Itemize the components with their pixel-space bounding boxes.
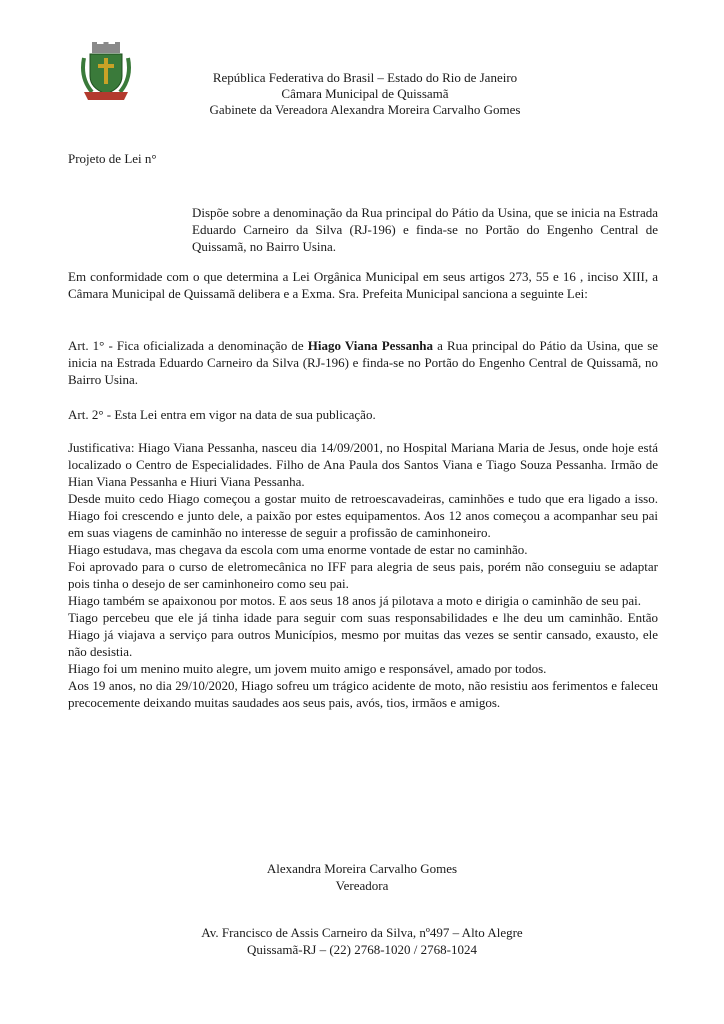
bill-number-label: Projeto de Lei n° (68, 151, 157, 166)
header-line-chamber: Câmara Municipal de Quissamã (281, 86, 449, 101)
article-2-text: Esta Lei entra em vigor na data de sua publicação. (114, 407, 376, 422)
preamble (68, 268, 658, 302)
article-1-text-after: a Rua principal do Pátio da Usina, que se inicia na Estrada Eduardo Carneiro da Silva (RJ-196) e finda-se no Portão do Engenho Central de Quissamã, no Bairro Usina. (68, 338, 659, 387)
article-2 (68, 406, 658, 423)
justification-paragraph: Hiago estudava, mas chegava da escola com uma enorme vontade de estar no caminhão. (68, 542, 528, 557)
justification-paragraph: Hiago também se apaixonou por motos. E aos seus 18 anos já pilotava a moto e dirigia o caminhão de seu pai. (68, 593, 641, 608)
preamble-text: Em conformidade com o que determina a Lei Orgânica Municipal em seus artigos 273, 55 e 16 , inciso XIII, a Câmara Municipal de Quissamã delibera e a Exma. Sra. Prefeita Municipal sanciona a seguinte Lei: (68, 269, 658, 301)
justification-paragraph: Tiago percebeu que ele já tinha idade para seguir com suas responsabilidades e lhe deu um caminhão. Então Hiago já viajava a serviço para outros Municípios, mesmo por muitas das vezes se sentir cansado, exausto, ele não desistia. (68, 610, 658, 659)
justification (68, 439, 658, 711)
header-line-office: Gabinete da Vereadora Alexandra Moreira Carvalho Gomes (209, 102, 521, 117)
signatory-role: Vereadora (335, 878, 389, 893)
honoree-name: Hiago Viana Pessanha (307, 338, 434, 353)
justification-paragraph: Foi aprovado para o curso de eletromecânica no IFF para alegria de seus pais, porém não conseguiu se adaptar pois tinha o desejo de ser caminhoneiro como seu pai. (68, 559, 658, 591)
justification-paragraph: Aos 19 anos, no dia 29/10/2020, Hiago sofreu um trágico acidente de moto, não resistiu aos ferimentos e faleceu precocemente deixando muitas saudades aos seus pais, avós, tios, irmãos e amigos. (68, 678, 658, 710)
signature-block (200, 860, 524, 894)
header-line-republic: República Federativa do Brasil – Estado do Rio de Janeiro (212, 70, 518, 85)
article-1-text-before: Fica oficializada a denominação de (116, 338, 304, 353)
municipal-coat-of-arms-icon (78, 42, 134, 102)
document-footer (150, 924, 574, 958)
justification-paragraph: Hiago foi um menino muito alegre, um jovem muito amigo e responsável, amado por todos. (68, 661, 547, 676)
document-header (150, 70, 580, 118)
justification-paragraph: Justificativa: Hiago Viana Pessanha, nasceu dia 14/09/2001, no Hospital Mariana Maria de Jesus, onde hoje está localizado o Centro de Especialidades. Filho de Ana Paula dos Santos Viana e Tiago Souza Pessanha. Irmão de Hian Viana Pessanha e Hiuri Viana Pessanha. (68, 440, 658, 489)
footer-contact: Quissamã-RJ – (22) 2768-1020 / 2768-1024 (246, 942, 477, 957)
article-2-label: Art. 2° - (68, 407, 112, 422)
justification-paragraph: Desde muito cedo Hiago começou a gostar muito de retroescavadeiras, caminhões e tudo que era ligado a isso. Hiago foi crescendo e junto dele, a paixão por estes equipamentos. Aos 12 anos começou a acompanhar seu pai em suas viagens de caminhão no interesse de seguir a profissão de caminhoneiro. (68, 491, 658, 540)
bill-summary: Dispõe sobre a denominação da Rua principal do Pátio da Usina, que se inicia na Estrada Eduardo Carneiro da Silva (RJ-196) e finda-se no Portão do Engenho Central de Quissamã, no Bairro Usina. (192, 205, 658, 254)
footer-address: Av. Francisco de Assis Carneiro da Silva, nº497 – Alto Alegre (201, 925, 523, 940)
signatory-name: Alexandra Moreira Carvalho Gomes (266, 861, 458, 876)
article-1 (68, 337, 658, 388)
article-1-label: Art. 1° - (68, 338, 113, 353)
